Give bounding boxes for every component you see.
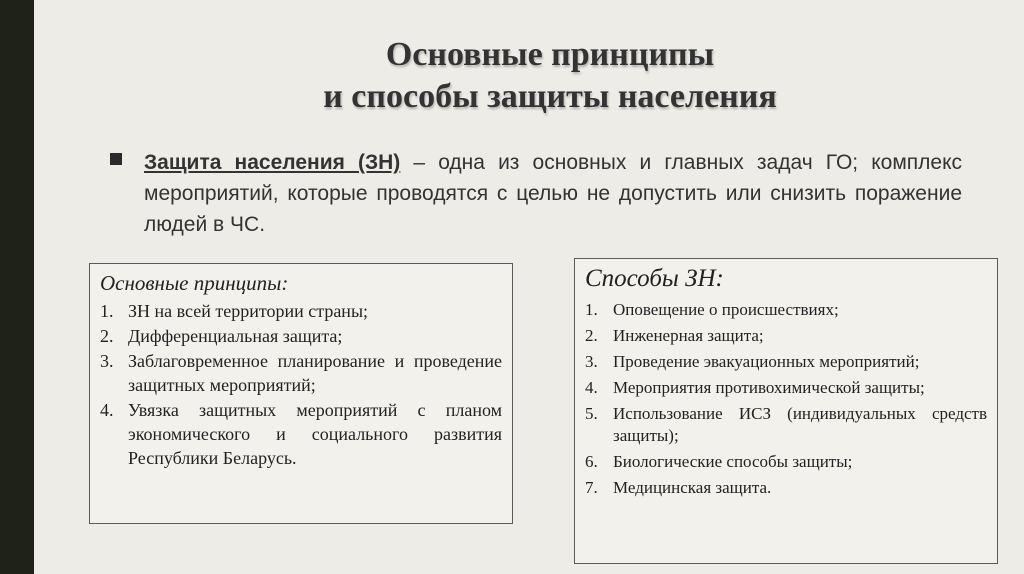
methods-item [585,351,987,373]
item-number: 1. [100,301,114,321]
principles-box [89,263,513,524]
methods-item [585,477,987,499]
item-text: Биологические способы защиты; [613,452,853,471]
intro-text [144,147,962,240]
principles-list [100,299,502,470]
item-text: Инженерная защита; [613,326,764,345]
methods-item [585,299,987,321]
item-number: 2. [100,326,114,346]
item-text: Медицинская защита. [613,478,772,497]
methods-title: Способы ЗН: [585,265,724,292]
item-number: 6. [585,452,598,471]
item-number: 3. [100,351,114,371]
principles-item [100,398,502,470]
principles-title: Основные принципы: [100,271,289,295]
item-number: 5. [585,404,598,423]
intro-term: Защита населения (ЗН) [144,151,401,174]
item-text: Оповещение о происшествиях; [613,300,839,319]
methods-list [585,299,987,499]
slide-title-line-2: и способы защиты населения [323,78,777,115]
item-text: Увязка защитных мероприятий с планом экономического и социального развития Республики Беларусь. [128,400,502,468]
item-text: Заблаговременное планирование и проведение защитных мероприятий; [128,351,502,395]
slide-title [180,34,920,118]
item-text: Мероприятия противохимической защиты; [613,378,925,397]
methods-item [585,325,987,347]
item-text: Проведение эвакуационных мероприятий; [613,352,920,371]
intro-definition: – одна из основных и главных задач ГО; комплекс мероприятий, которые проводятся с целью не допустить или снизить поражение людей в ЧС. [144,151,963,236]
item-text: Использование ИСЗ (индивидуальных средств защиты); [613,404,987,445]
methods-box [574,258,998,564]
principles-item [100,324,502,348]
item-number: 1. [585,300,598,319]
item-number: 4. [585,378,598,397]
item-number: 2. [585,326,598,345]
item-number: 7. [585,478,598,497]
square-bullet-icon [110,153,122,165]
methods-item [585,377,987,399]
item-text: Дифференциальная защита; [128,326,343,346]
slide-title-line-1: Основные принципы [385,36,715,73]
intro-paragraph [110,147,962,240]
left-accent-bar [0,0,34,574]
principles-item [100,349,502,397]
item-number: 3. [585,352,598,371]
item-number: 4. [100,400,114,420]
methods-item [585,451,987,473]
item-text: ЗН на всей территории страны; [128,301,369,321]
principles-item [100,299,502,323]
methods-item [585,403,987,447]
